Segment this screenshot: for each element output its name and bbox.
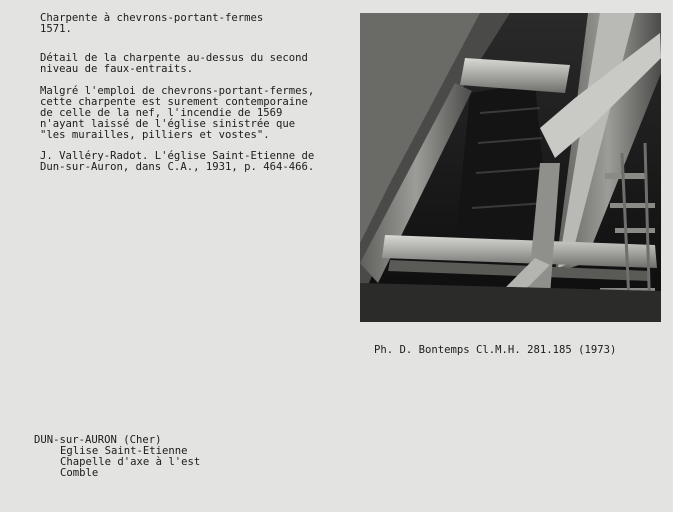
part-line: Chapelle d'axe à l'est: [60, 456, 201, 468]
text-line: n'ayant laissé de l'église sinistrée que: [40, 118, 296, 130]
text-line: de celle de la nef, l'incendie de 1569: [40, 107, 283, 119]
text-line: Dun-sur-Auron, dans C.A., 1931, p. 464-466.: [40, 161, 315, 173]
building-line: Eglise Saint-Etienne: [60, 445, 188, 457]
text-line: Malgré l'emploi de chevrons-portant-fermes,: [40, 85, 315, 97]
title-line: Charpente à chevrons-portant-fermes: [40, 12, 264, 24]
text-line: "les murailles, pilliers et vostes".: [40, 129, 270, 141]
photo-credit: Ph. D. Bontemps Cl.M.H. 281.185 (1973): [374, 344, 617, 356]
commune-line: DUN-sur-AURON (Cher): [34, 434, 162, 446]
subpart-line: Comble: [60, 467, 99, 479]
roof-timber-photo: [360, 13, 661, 322]
text-line: cette charpente est surement contemporaine: [40, 96, 308, 108]
text-line: Détail de la charpente au-dessus du second: [40, 52, 308, 64]
date-line: 1571.: [40, 23, 72, 35]
text-line: niveau de faux-entraits.: [40, 63, 194, 75]
text-line: J. Valléry-Radot. L'église Saint-Etienne de: [40, 150, 315, 162]
